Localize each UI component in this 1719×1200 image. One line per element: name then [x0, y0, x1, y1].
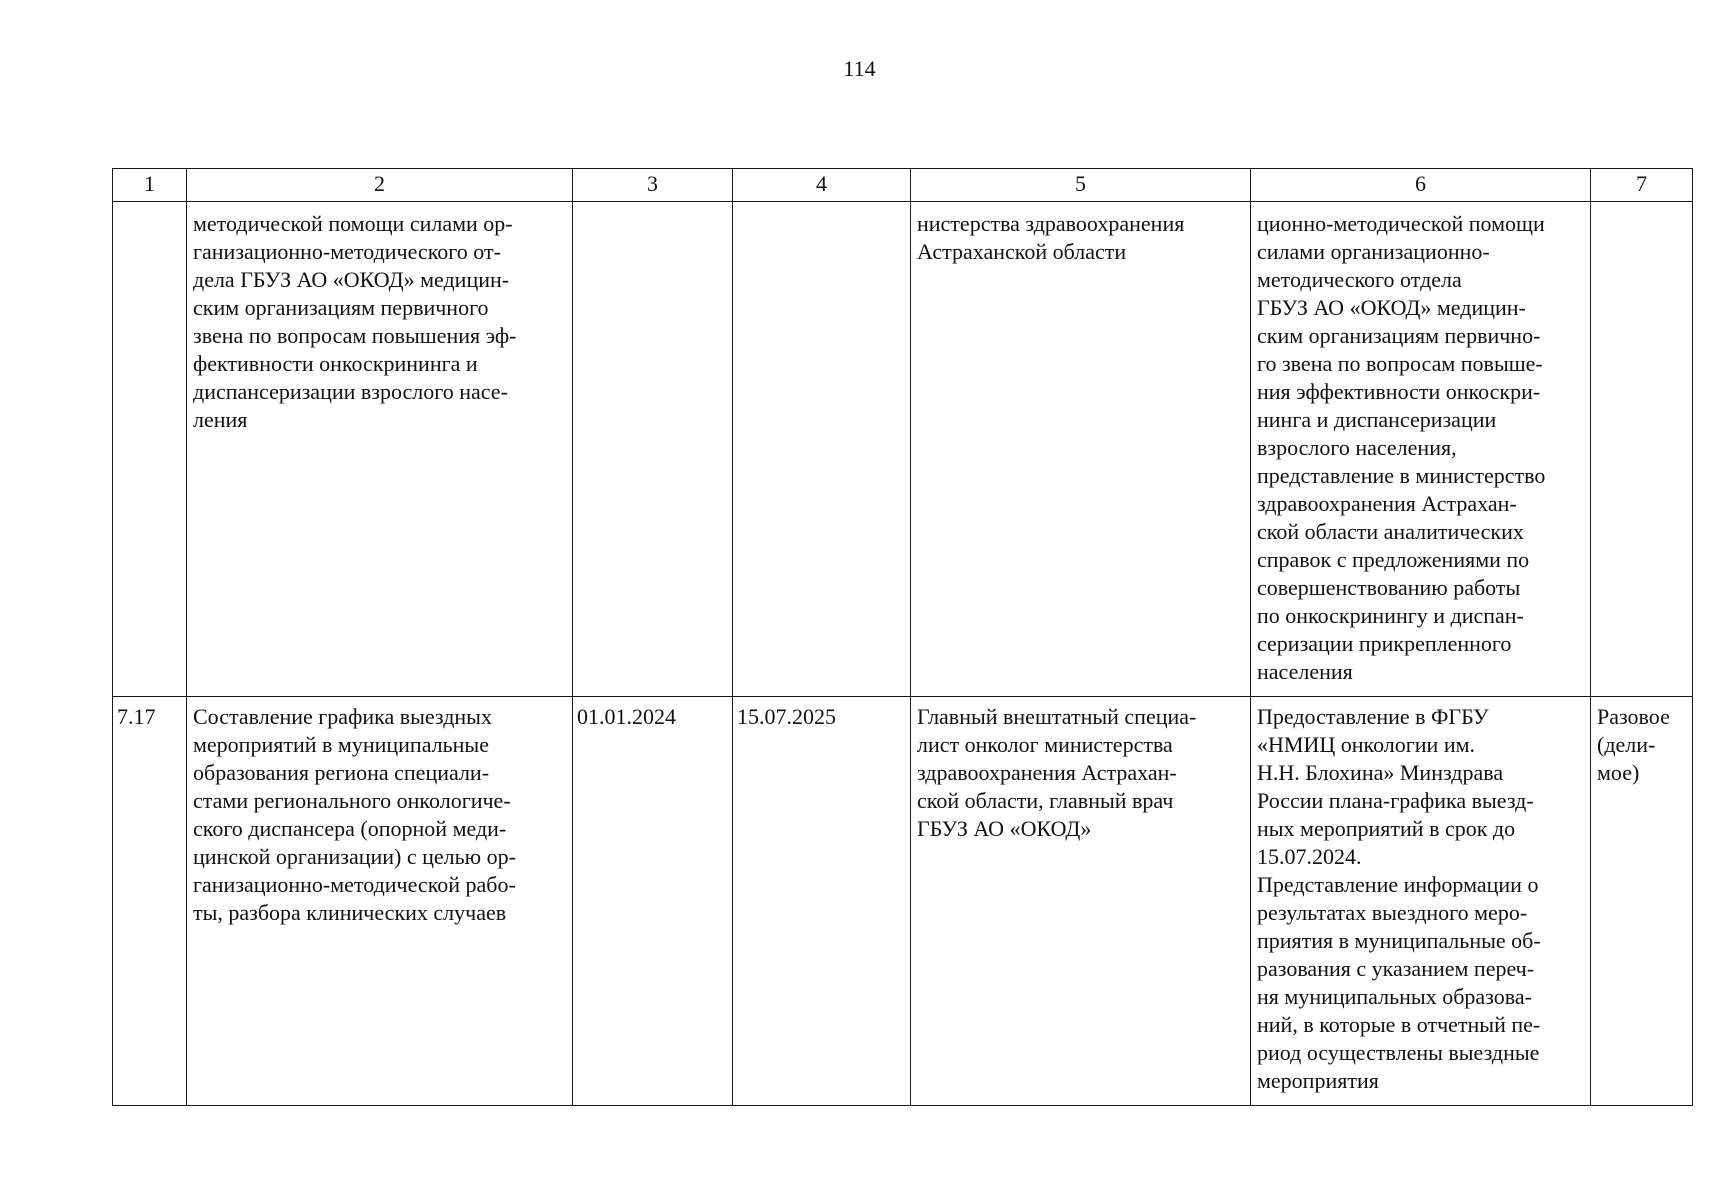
- column-header-5: 5: [911, 169, 1251, 202]
- column-header-1: 1: [113, 169, 187, 202]
- page-number: 114: [843, 56, 876, 81]
- result-cell: ционно-методической помощи силами организационно- методического отдела ГБУЗ АО «ОКОД» медицин- ским организациям первично- го звена по вопросам повыше- ния эффективности онкоскри- нинга и диспансеризации взрослого населения, представление в министерство здравоохранения Астрахан- ской области аналитических справок с предложениями по совершенствованию работы по онкоскринингу и диспан- серизации прикрепленного населения: [1251, 202, 1591, 697]
- header-row: [113, 169, 1693, 202]
- row-number-cell: 7.17: [113, 697, 187, 1106]
- start-date-cell: [573, 202, 733, 697]
- table-row: [113, 697, 1693, 1106]
- result-cell: [1251, 697, 1591, 1106]
- column-header-3: 3: [573, 169, 733, 202]
- result-paragraph-2: Представление информации о результатах выездного меро- приятия в муниципальные об- разования с указанием переч- ня муниципальных образова- ний, в которые в отчетный пе- риод осуществлены выездные мероприятия: [1257, 872, 1541, 1093]
- periodicity-cell: Разовое (дели- мое): [1591, 697, 1693, 1106]
- periodicity-cell: [1591, 202, 1693, 697]
- column-header-2: 2: [187, 169, 573, 202]
- column-header-4: 4: [733, 169, 911, 202]
- plan-table: [112, 168, 1693, 1106]
- row-number-cell: [113, 202, 187, 697]
- column-header-6: 6: [1251, 169, 1591, 202]
- end-date-cell: 15.07.2025: [733, 697, 911, 1106]
- description-cell: Составление графика выездных мероприятий в муниципальные образования региона специали- стами регионального онкологиче- ского диспансера (опорной меди- цинской организации) с целью ор- ганизационно-методической рабо- ты, разбора клинических случаев: [187, 697, 573, 1106]
- start-date-cell: 01.01.2024: [573, 697, 733, 1106]
- table-row: [113, 202, 1693, 697]
- result-paragraph-1: Предоставление в ФГБУ «НМИЦ онкологии им. Н.Н. Блохина» Минздрава России плана-графика выезд- ных мероприятий в срок до 15.07.2024.: [1257, 704, 1534, 869]
- column-header-7: 7: [1591, 169, 1693, 202]
- responsible-cell: нистерства здравоохранения Астраханской области: [911, 202, 1251, 697]
- description-cell: методической помощи силами ор- ганизационно-методического от- дела ГБУЗ АО «ОКОД» медицин- ским организациям первичного звена по вопросам повышения эф- фективности онкоскрининга и диспансеризации взрослого насе- ления: [187, 202, 573, 697]
- responsible-cell: Главный внештатный специа- лист онколог министерства здравоохранения Астрахан- ской области, главный врач ГБУЗ АО «ОКОД»: [911, 697, 1251, 1106]
- end-date-cell: [733, 202, 911, 697]
